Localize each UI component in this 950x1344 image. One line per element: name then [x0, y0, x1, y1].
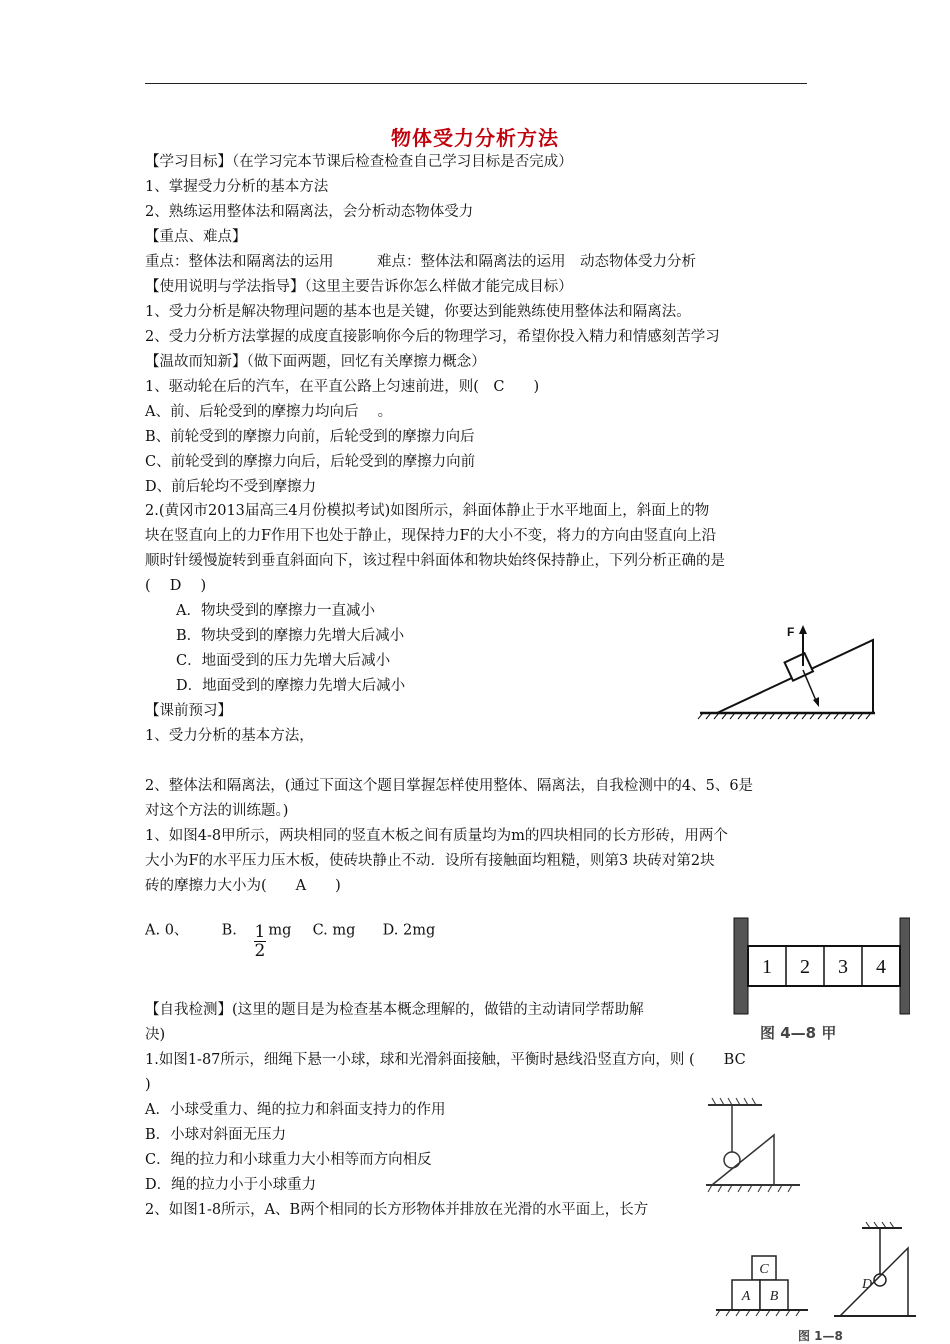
- blocks-and-incline-figure: [712, 1222, 920, 1344]
- text-line: B、前轮受到的摩擦力向前，后轮受到的摩擦力向后: [145, 429, 475, 445]
- text-line: 1、受力分析是解决物理问题的基本也是关键，你要达到能熟练使用整体法和隔离法。: [145, 304, 691, 320]
- text-line: ): [145, 1077, 151, 1093]
- text-line: 重点：整体法和隔离法的运用 难点：整体法和隔离法的运用 动态物体受力分析: [145, 254, 696, 270]
- text-line: 1、受力分析的基本方法，: [145, 728, 314, 744]
- text-line: 2、熟练运用整体法和隔离法，会分析动态物体受力: [145, 204, 474, 220]
- incline-block-figure: [695, 618, 895, 723]
- text-line: 大小为F的水平压力压木板，使砖块静止不动．设所有接触面均粗糙，则第3 块砖对第2块: [145, 853, 715, 869]
- option-line: B．物块受到的摩擦力先增大后减小: [176, 628, 405, 644]
- page-title: 物体受力分析方法: [391, 126, 559, 150]
- option-d: D. 2mg: [382, 922, 436, 939]
- block-label: A: [741, 1289, 751, 1304]
- text-line: 1、如图4-8甲所示，两块相同的竖直木板之间有质量均为m的四块相同的长方形砖，用两个: [145, 828, 728, 844]
- brick-label: 3: [838, 956, 848, 978]
- text-line: 1.如图1-87所示，细绳下悬一小球，球和光滑斜面接触，平衡时悬线沿竖直方向，则 ( BC: [145, 1052, 746, 1068]
- option-line: A．物块受到的摩擦力一直减小: [176, 603, 375, 619]
- text-line: 砖的摩擦力大小为( A ): [145, 878, 341, 894]
- brick-label: 2: [800, 956, 810, 978]
- text-line: 2、如图1-8所示，A、B两个相同的长方形物体并排放在光滑的水平面上，长方: [145, 1202, 649, 1218]
- option-c: C. mg: [312, 922, 356, 939]
- figure-caption: 图 1—8: [798, 1329, 843, 1343]
- text-line: 块在竖直向上的力F作用下也处于静止，现保持力F的大小不变，将力的方向由竖直向上沿: [145, 528, 717, 544]
- text-line: D、前后轮均不受到摩擦力: [145, 479, 317, 495]
- brick-label: 1: [762, 956, 772, 978]
- option-line: A．小球受重力、绳的拉力和斜面支持力的作用: [145, 1102, 446, 1118]
- text-line: 对这个方法的训练题。): [145, 803, 289, 819]
- option-b: B.: [221, 922, 237, 939]
- option-line: D．地面受到的摩擦力先增大后减小: [176, 678, 406, 694]
- text-line: 【自我检测】(这里的题目是为检查基本概念理解的，做错的主动请同学帮助解: [145, 1002, 644, 1018]
- text-line: 1、掌握受力分析的基本方法: [145, 179, 329, 195]
- force-label: F: [787, 625, 795, 639]
- header-rule: [145, 83, 807, 84]
- block-label: B: [769, 1289, 779, 1304]
- text-line: ( D ): [145, 578, 207, 594]
- text-line: 决): [145, 1027, 166, 1043]
- figure-caption: 图 4—8 甲: [760, 1024, 837, 1042]
- text-line: 【使用说明与学法指导】（这里主要告诉你怎么样做才能完成目标）: [145, 279, 573, 295]
- text-line: 【学习目标】（在学习完本节课后检查检查自己学习目标是否完成）: [145, 154, 573, 170]
- text-line: 2、整体法和隔离法，(通过下面这个题目掌握怎样使用整体、隔离法，自我检测中的4、5、6是: [145, 778, 754, 794]
- option-b-unit: mg: [268, 922, 292, 939]
- text-line: A、前、后轮受到的摩擦力均向后 。: [145, 404, 393, 420]
- block-label: C: [759, 1262, 769, 1277]
- ball-label: D: [862, 1277, 873, 1292]
- option-line: B．小球对斜面无压力: [145, 1127, 287, 1143]
- option-line: C．绳的拉力和小球重力大小相等而方向相反: [145, 1152, 432, 1168]
- brick-label: 4: [876, 956, 886, 978]
- text-line: 顺时针缓慢旋转到垂直斜面向下，该过程中斜面体和物块始终保持静止，下列分析正确的是: [145, 553, 725, 569]
- text-line: 2.(黄冈市2013届高三4月份模拟考试)如图所示，斜面体静止于水平地面上，斜面上的物: [145, 503, 710, 519]
- hanging-ball-figure: [702, 1095, 802, 1195]
- text-line: 【温故而知新】（做下面两题，回忆有关摩擦力概念）: [145, 354, 486, 370]
- fraction-one-half: $\frac{1}{2}$: [254, 922, 266, 961]
- text-line: 2、受力分析方法掌握的成度直接影响你今后的物理学习，希望你投入精力和情感刻苦学习: [145, 329, 720, 345]
- text-line: 1、驱动轮在后的汽车，在平直公路上匀速前进，则( C ): [145, 379, 540, 395]
- text-line: 【重点、难点】: [145, 229, 247, 245]
- text-line: C、前轮受到的摩擦力向后，后轮受到的摩擦力向前: [145, 454, 476, 470]
- text-line: 【课前预习】: [145, 703, 232, 719]
- option-a: A. 0、: [145, 922, 189, 939]
- option-line: D．绳的拉力小于小球重力: [145, 1177, 317, 1193]
- option-line: C．地面受到的压力先增大后减小: [176, 653, 391, 669]
- answer-options-row: [145, 912, 436, 961]
- four-bricks-figure: [728, 914, 910, 1042]
